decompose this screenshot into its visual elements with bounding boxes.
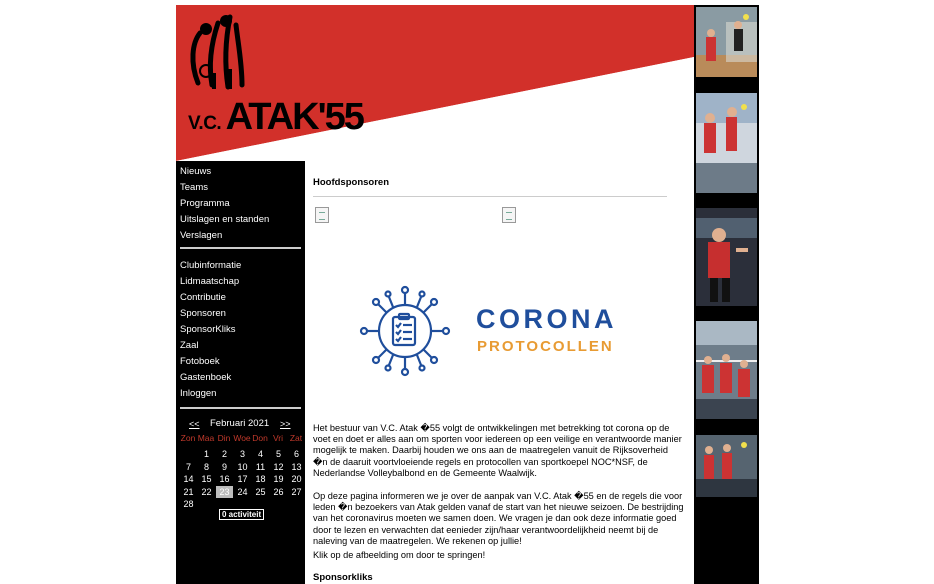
calendar-day[interactable]: 5 bbox=[275, 449, 281, 459]
virus-clipboard-icon bbox=[353, 281, 453, 381]
primary-nav bbox=[180, 164, 269, 244]
nav-item-programma[interactable]: Programma bbox=[180, 198, 230, 209]
calendar-day[interactable]: 28 bbox=[183, 499, 194, 510]
calendar-dayname: Don bbox=[252, 433, 268, 443]
nav-item-teams[interactable]: Teams bbox=[180, 182, 208, 193]
nav-divider bbox=[180, 247, 301, 249]
calendar-day[interactable]: 2 bbox=[221, 449, 227, 459]
sponsor-image-1[interactable] bbox=[315, 207, 329, 223]
calendar-day[interactable]: 4 bbox=[257, 449, 263, 459]
nav-item-fotoboek[interactable]: Fotoboek bbox=[180, 356, 220, 367]
banner-subtitle: PROTOCOLLEN bbox=[477, 338, 614, 355]
calendar-day[interactable]: 27 bbox=[291, 486, 302, 497]
intro-paragraph: Het bestuur van V.C. Atak �55 volgt de ontwikkelingen met betrekking tot corona op de voet en doet er alles aan om sporten voor iedereen op een veilige en verantwoorde manier mogelijk te maken. Daarbij houden we ons aan de maatregelen vanuit de Rijksoverheid �n de daaruit voortvloeiende regels en protocollen van sportkoepel NOC*NSF, de Nederlandse Volleybalbond en de Gemeente Waalwijk. bbox=[313, 423, 682, 478]
volleyball-photo-1 bbox=[696, 7, 757, 77]
volleyball-photo-5 bbox=[696, 435, 757, 497]
calendar-day[interactable]: 23 bbox=[216, 486, 233, 498]
calendar-day[interactable]: 18 bbox=[255, 474, 266, 485]
sponsors-divider bbox=[313, 196, 667, 197]
calendar-day[interactable]: 17 bbox=[237, 474, 248, 485]
banner-title: CORONA bbox=[476, 304, 617, 334]
calendar-prev-button[interactable]: << bbox=[189, 419, 200, 429]
nav-item-sponsoren[interactable]: Sponsoren bbox=[180, 308, 226, 319]
calendar-dayname: Maa bbox=[197, 433, 215, 443]
calendar-activity-badge[interactable]: 0 activiteit bbox=[219, 509, 264, 520]
calendar-day[interactable]: 19 bbox=[273, 474, 284, 485]
calendar-day-names bbox=[179, 433, 303, 445]
calendar-day[interactable]: 24 bbox=[237, 486, 248, 497]
calendar-day[interactable]: 7 bbox=[185, 461, 191, 472]
calendar-day[interactable]: 8 bbox=[203, 461, 209, 472]
volleyball-photo-2 bbox=[696, 93, 757, 193]
nav-item-clubinformatie[interactable]: Clubinformatie bbox=[180, 260, 242, 271]
main-content bbox=[313, 161, 685, 584]
info-paragraph: Op deze pagina informeren we je over de aanpak van V.C. Atak �55 en de regels die voor leden �n bezoekers van Atak gelden vanaf de start van het nieuwe seizoen. De bestrijding van het coronavirus moeten we samen doen. We vragen je dan ook deze informatie goed door te lezen en verwachten dat eenieder zijn/haar verantwoordelijkheid neemt bij de naleving van de maatregelen. We rekenen op jullie! bbox=[313, 491, 684, 546]
logo-atak: ATAK'55 bbox=[225, 96, 363, 138]
nav-item-contributie[interactable]: Contributie bbox=[180, 292, 226, 303]
calendar-day[interactable]: 6 bbox=[293, 449, 299, 459]
nav-item-zaal[interactable]: Zaal bbox=[180, 340, 199, 351]
header-banner bbox=[176, 5, 694, 161]
calendar-day[interactable]: 26 bbox=[273, 486, 284, 497]
calendar-day[interactable]: 20 bbox=[291, 474, 302, 485]
nav-item-sponsorkliks[interactable]: SponsorKliks bbox=[180, 324, 236, 335]
calendar-dayname: Zat bbox=[289, 433, 303, 443]
calendar-header bbox=[179, 417, 303, 431]
calendar-day[interactable]: 10 bbox=[237, 461, 248, 472]
logo-vc: V.C. bbox=[188, 113, 222, 134]
calendar-day[interactable]: 22 bbox=[201, 486, 212, 497]
calendar-grid bbox=[179, 448, 303, 518]
nav-item-nieuws[interactable]: Nieuws bbox=[180, 166, 212, 177]
site-container bbox=[176, 5, 759, 584]
calendar-day[interactable]: 13 bbox=[291, 461, 302, 472]
logo-text bbox=[188, 98, 363, 136]
nav-item-inloggen[interactable]: Inloggen bbox=[180, 388, 217, 399]
volleyball-photo-3 bbox=[696, 208, 757, 306]
calendar-dayname: Din bbox=[217, 433, 231, 443]
nav-divider bbox=[180, 407, 301, 409]
calendar-dayname: Zon bbox=[180, 433, 196, 443]
calendar-dayname: Woe bbox=[233, 433, 251, 443]
calendar-dayname: Vri bbox=[272, 433, 284, 443]
nav-item-gastenboek[interactable]: Gastenboek bbox=[180, 372, 232, 383]
sponsorkliks-heading: Sponsorkliks bbox=[313, 572, 373, 583]
calendar-day[interactable]: 16 bbox=[219, 474, 230, 485]
calendar-day[interactable]: 1 bbox=[203, 449, 209, 459]
volleyball-photo-4 bbox=[696, 321, 757, 419]
sidebar bbox=[176, 161, 305, 584]
calendar-day[interactable]: 15 bbox=[201, 474, 212, 485]
club-logo[interactable] bbox=[184, 13, 363, 138]
sponsor-image-2[interactable] bbox=[502, 207, 516, 223]
corona-protocol-banner[interactable] bbox=[353, 281, 653, 381]
photo-strip bbox=[694, 5, 759, 584]
calendar-month: Februari 2021 bbox=[210, 418, 270, 429]
volleyball-players-icon bbox=[184, 13, 344, 97]
click-hint-paragraph: Klik op de afbeelding om door te springen! bbox=[313, 550, 486, 560]
secondary-nav bbox=[180, 258, 241, 402]
calendar bbox=[179, 417, 303, 518]
calendar-day[interactable]: 14 bbox=[183, 474, 194, 485]
calendar-day[interactable]: 12 bbox=[273, 461, 284, 472]
calendar-day[interactable]: 11 bbox=[255, 461, 266, 472]
calendar-day[interactable]: 21 bbox=[183, 486, 194, 497]
sponsors-heading: Hoofdsponsoren bbox=[313, 177, 389, 188]
calendar-day[interactable]: 9 bbox=[221, 461, 227, 472]
calendar-day[interactable]: 3 bbox=[239, 449, 245, 459]
nav-item-lidmaatschap[interactable]: Lidmaatschap bbox=[180, 276, 240, 287]
calendar-next-button[interactable]: >> bbox=[280, 419, 291, 429]
nav-item-verslagen[interactable]: Verslagen bbox=[180, 230, 223, 241]
nav-item-uitslagen[interactable]: Uitslagen en standen bbox=[180, 214, 270, 225]
calendar-day[interactable]: 25 bbox=[255, 486, 266, 497]
